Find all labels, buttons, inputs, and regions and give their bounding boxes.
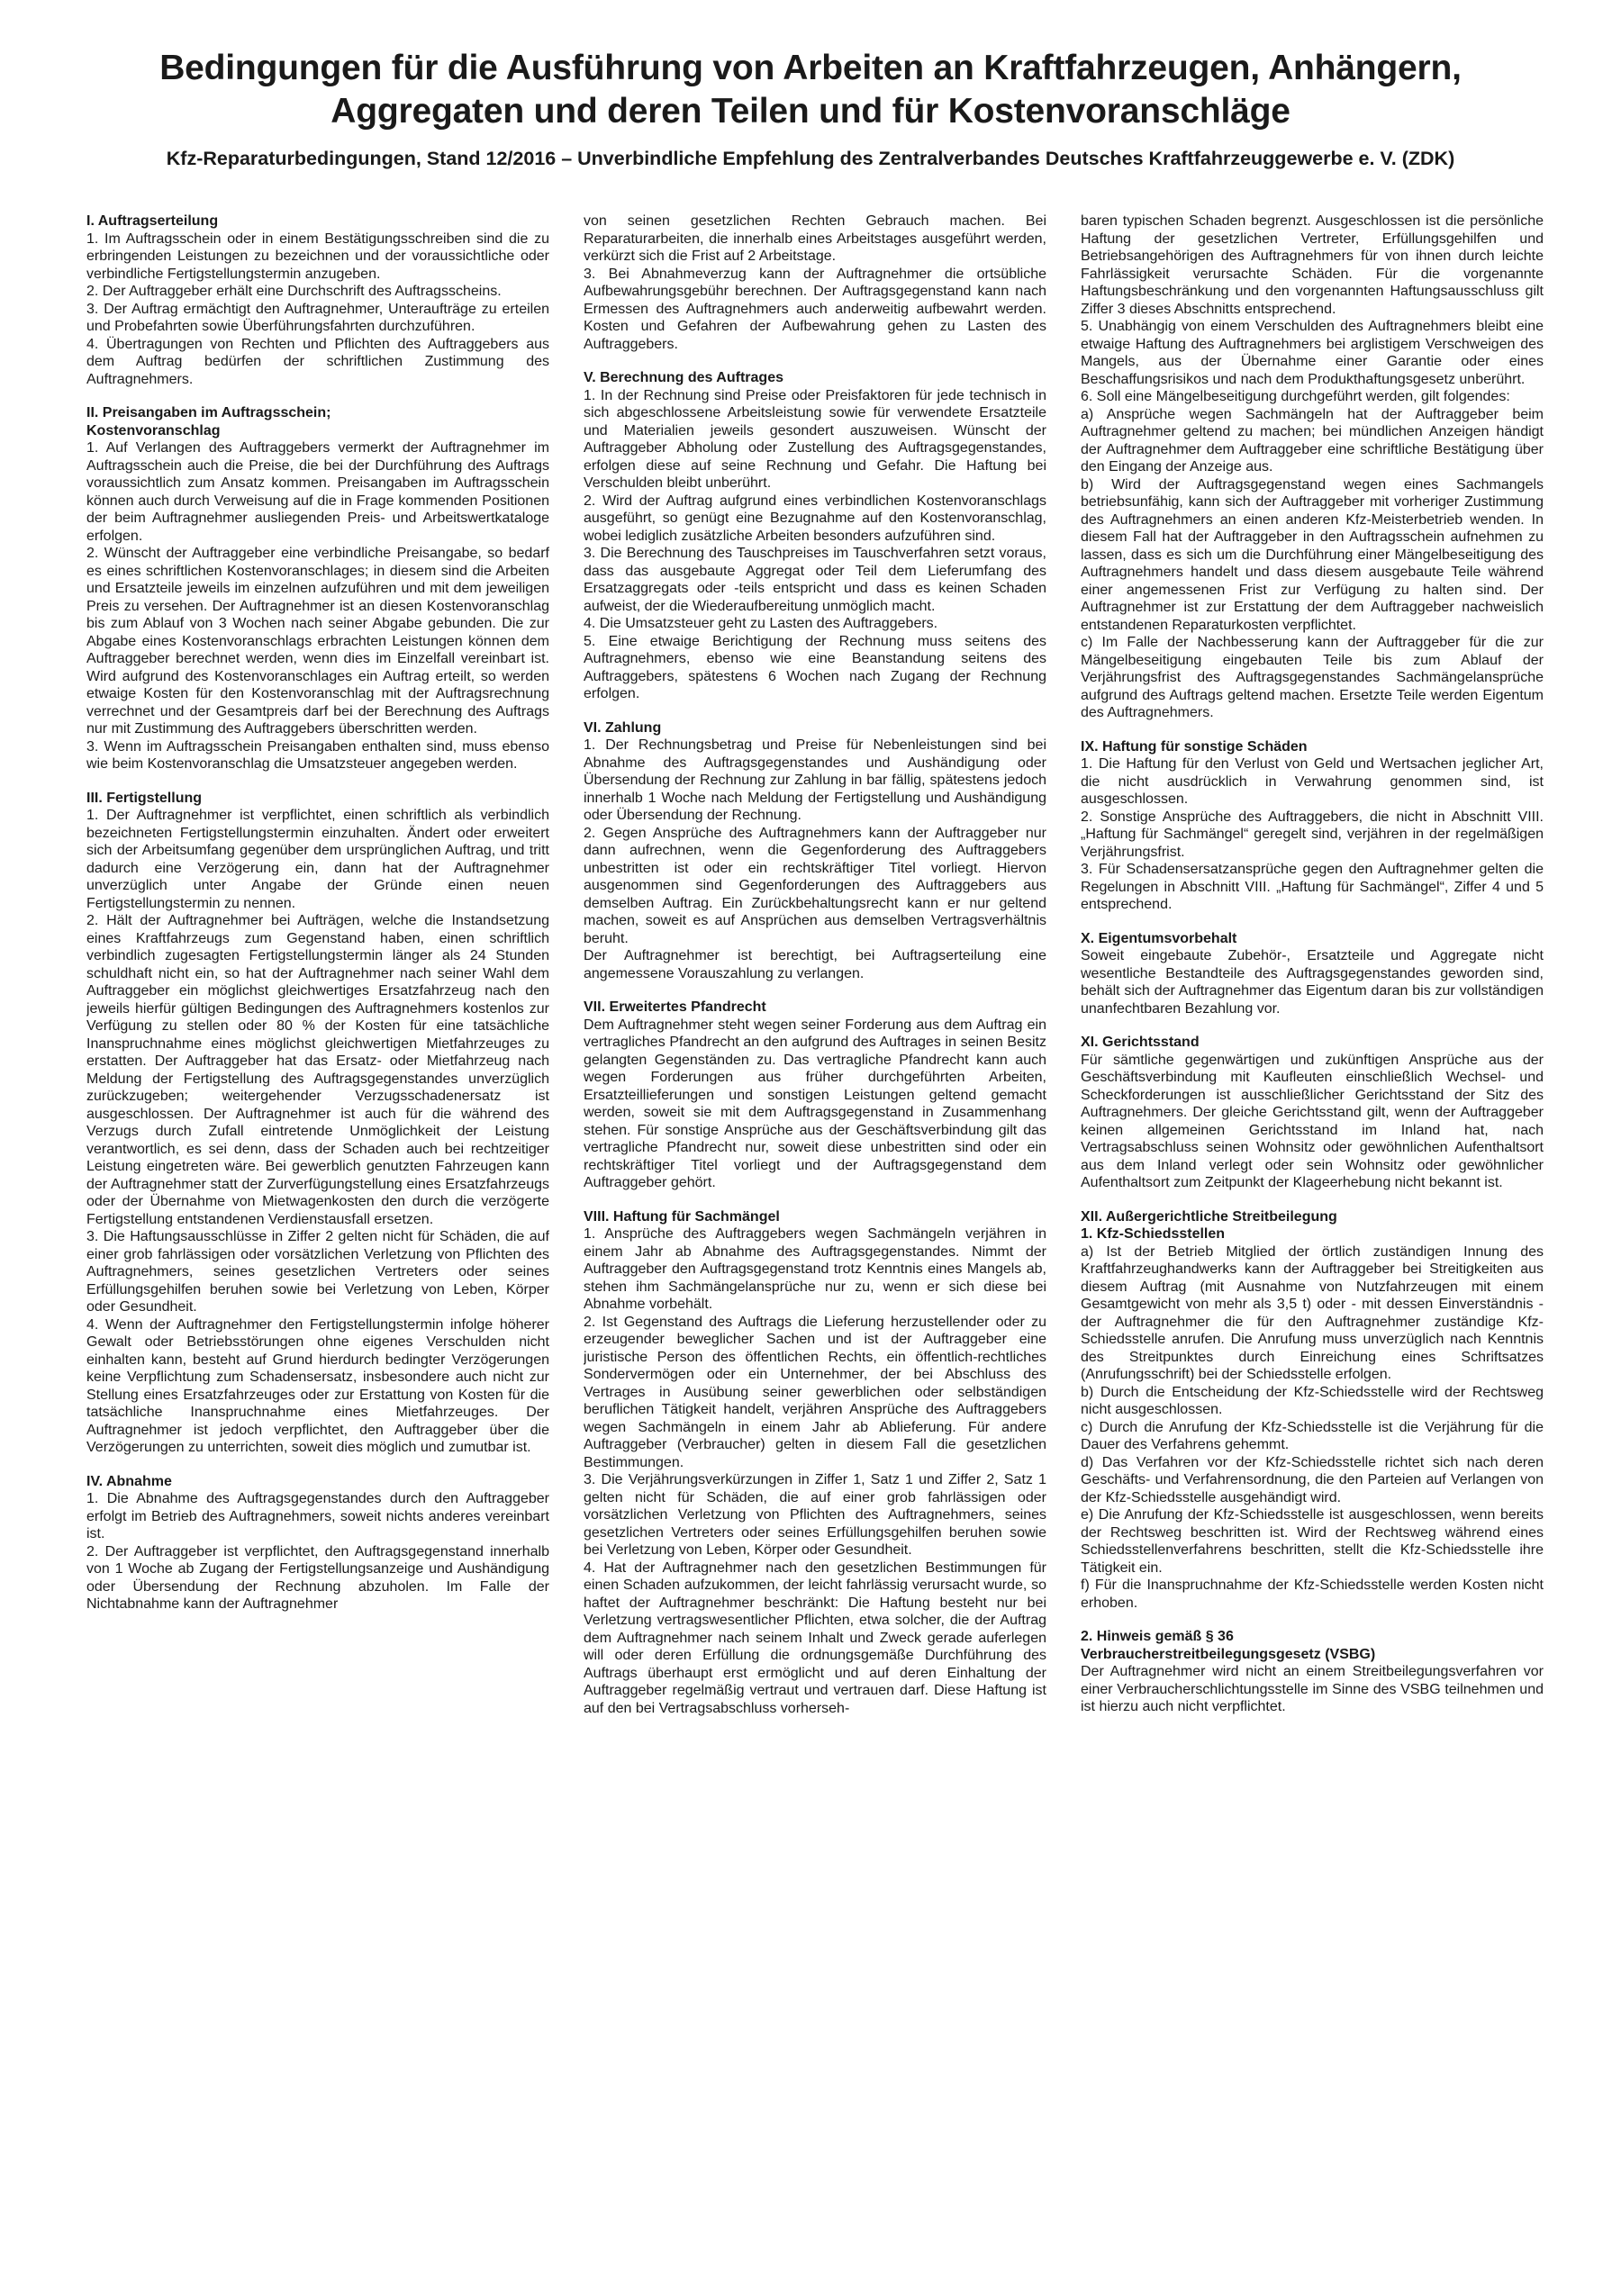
paragraph: Der Auftragnehmer ist berechtigt, bei Auftragserteilung eine angemessene Vorauszahlung zu verlangen. [584, 948, 1046, 981]
paragraph: 4. Übertragungen von Rechten und Pflichten des Auftraggebers aus dem Auftrag bedürfen der schriftlichen Zustimmung des Auftragnehmers. [86, 336, 549, 387]
paragraph: 1. Im Auftragsschein oder in einem Bestätigungsschreiben sind die zu erbringenden Leistungen zu bezeichnen und der voraussichtliche oder verbindliche Fertigstellungstermin anzugeben. [86, 231, 549, 282]
section-subheading: Verbraucherstreitbeilegungsgesetz (VSBG) [1081, 1646, 1376, 1662]
section-heading: VII. Erweitertes Pfandrecht [584, 999, 766, 1015]
paragraph: 4. Hat der Auftragnehmer nach den gesetzlichen Bestimmungen für einen Schaden aufzukommen, der leicht fahrlässig verursacht wurde, so haftet der Auftragnehmer beschränkt: Die Haftung besteht nur bei Verletzung vertragswesentlicher Pflichten, etwa solcher, die der Auftrag dem Auftragnehmer nach seinem Inhalt und Zweck gerade auferlegen will oder deren Erfüllung die ordnungsgemäße Durchführung des Auftrags überhaupt erst ermöglicht und auf deren Einhaltung der Auftraggeber regelmäßig vertraut und vertrauen darf. Diese Haftung ist auf den bei Vertragsabschluss vorherseh- [584, 1559, 1046, 1716]
paragraph: b) Wird der Auftragsgegenstand wegen eines Sachmangels betriebsunfähig, kann sich der Auftraggeber mit vorheriger Zustimmung des Auftragnehmers an einen anderen Kfz-Meisterbetrieb wenden. In diesem Fall hat der Auftraggeber in den Auftragsschein aufnehmen zu lassen, dass es sich um die Durchführung einer Mängelbeseitigung des Auftragnehmers handelt und dass diesem ausgebaute Teile während einer angemessenen Frist zur Verfügung zu halten sind. Der Auftragnehmer ist zur Erstattung der dem Auftraggeber nachweislich entstandenen Reparaturkosten verpflichtet. [1081, 476, 1544, 633]
paragraph: 1. Die Haftung für den Verlust von Geld und Wertsachen jeglicher Art, die nicht ausdrücklich in Verwahrung genommen sind, ist ausgeschlossen. [1081, 756, 1544, 807]
paragraph: Für sämtliche gegenwärtigen und zukünftigen Ansprüche aus der Geschäftsverbindung mit Kaufleuten einschließlich Wechsel- und Scheckforderungen ist ausschließlicher Gerichtsstand der Sitz des Auftragnehmers. Der gleiche Gerichtsstand gilt, wenn der Auftraggeber keinen allgemeinen Gerichtsstand im Inland hat, nach Vertragsabschluss seinen Wohnsitz oder gewöhnlichen Aufenthaltsort aus dem Inland verlegt oder sein Wohnsitz oder gewöhnlicher Aufenthaltsort zum Zeitpunkt der Klageerhebung nicht bekannt ist. [1081, 1052, 1544, 1190]
section [584, 719, 1046, 983]
section [1081, 1208, 1544, 1613]
section-subheading: Kostenvoranschlag [86, 422, 221, 438]
paragraph: 2. Der Auftraggeber ist verpflichtet, den Auftragsgegenstand innerhalb von 1 Woche ab Zugang der Fertigstellungsanzeige und Aushändigung oder Übersendung der Rechnung abzuholen. Im Falle der Nichtabnahme kann der Auftragnehmer [86, 1543, 549, 1612]
section [584, 1208, 1046, 1718]
paragraph: 1. Ansprüche des Auftraggebers wegen Sachmängeln verjähren in einem Jahr ab Abnahme des Auftragsgegenstandes. Nimmt der Auftraggeber den Auftragsgegenstand trotz Kenntnis eines Mangels ab, stehen ihm Sachmängelansprüche nur zu, wenn er sich diese bei Abnahme vorbehält. [584, 1226, 1046, 1312]
section [584, 212, 1046, 353]
paragraph: 3. Der Auftrag ermächtigt den Auftragnehmer, Unteraufträge zu erteilen und Probefahrten sowie Überführungsfahrten durchzuführen. [86, 301, 549, 334]
paragraph: 1. Der Rechnungsbetrag und Preise für Nebenleistungen sind bei Abnahme des Auftragsgegenstandes und Aushändigung oder Übersendung der Rechnung zur Zahlung in bar fällig, spätestens jedoch innerhalb 1 Woche nach Meldung der Fertigstellung und Aushändigung oder Übersendung der Rechnung. [584, 737, 1046, 823]
section-heading: XII. Außergerichtliche Streitbeilegung [1081, 1208, 1337, 1225]
section [1081, 1628, 1544, 1716]
paragraph: a) Ansprüche wegen Sachmängeln hat der Auftraggeber beim Auftragnehmer geltend zu machen; bei mündlichen Anzeigen händigt der Auftragnehmer dem Auftraggeber eine schriftliche Bestätigung über den Eingang der Anzeige aus. [1081, 406, 1544, 475]
paragraph: 3. Wenn im Auftragsschein Preisangaben enthalten sind, muss ebenso wie beim Kostenvoranschlag die Umsatzsteuer angegeben werden. [86, 738, 549, 772]
section [1081, 212, 1544, 722]
section-heading: 2. Hinweis gemäß § 36 [1081, 1629, 1234, 1644]
section [1081, 738, 1544, 914]
paragraph: 2. Hält der Auftragnehmer bei Aufträgen, welche die Instandsetzung eines Kraftfahrzeugs zum Gegenstand haben, einen schriftlich verbindlich zugesagten Fertigstellungstermin länger als 24 Stunden schuldhaft nicht ein, so hat der Auftragnehmer nach seiner Wahl dem Auftraggeber ein möglichst gleichwertiges Ersatzfahrzeug nach den jeweils hierfür gültigen Bedingungen des Auftragnehmers kostenlos zur Verfügung zu stellen oder 80 % der Kosten für eine tatsächliche Inanspruchnahme eines möglichst gleichwertigen Mietfahrzeuges zu erstatten. Der Auftraggeber hat das Ersatz- oder Mietfahrzeug nach Meldung der Fertigstellung des Auftragsgegenstandes unverzüglich zurückzugeben; weitergehender Verzugsschadenersatz ist ausgeschlossen. Der Auftragnehmer ist auch für die während des Verzugs durch Zufall eintretende Unmöglichkeit der Leistung verantwortlich, es sei denn, dass der Schaden auch bei rechtzeitiger Leistung eingetreten wäre. Bei gewerblich genutzten Fahrzeugen kann der Auftragnehmer statt der Zurverfügungstellung eines Ersatzfahrzeugs oder der Übernahme von Mietwagenkosten den durch die verzögerte Fertigstellung entstandenen Verdienstausfall ersetzen. [86, 913, 549, 1227]
paragraph: 3. Die Berechnung des Tauschpreises im Tauschverfahren setzt voraus, dass das ausgebaute Aggregat oder Teil dem Lieferumfang des Ersatzaggregats oder -teils entspricht und dass es keinen Schaden aufweist, der die Wiederaufbereitung unmöglich macht. [584, 546, 1046, 614]
text-column-3 [1081, 212, 1544, 2274]
document-subtitle: Kfz-Reparaturbedingungen, Stand 12/2016 – Unverbindliche Empfehlung des Zentralverbandes Deutsches Kraftfahrzeuggewerbe e. V. (ZDK) [166, 148, 1455, 169]
paragraph: 2. Ist Gegenstand des Auftrags die Lieferung herzustellender oder zu erzeugender beweglicher Sachen und ist der Auftraggeber eine juristische Person des öffentlichen Rechts, ein öffentlich-rechtliches Sondervermögen oder ein Unternehmer, der bei Abschluss des Vertrages in Ausübung seiner gewerblichen oder selbständigen beruflichen Tätigkeit handelt, verjähren Ansprüche des Auftraggebers wegen Sachmängeln in einem Jahr ab Ablieferung. Für andere Auftraggeber (Verbraucher) gelten in diesem Fall die gesetzlichen Bestimmungen. [584, 1314, 1046, 1470]
paragraph: 2. Gegen Ansprüche des Auftragnehmers kann der Auftraggeber nur dann aufrechnen, wenn die Gegenforderung des Auftraggebers unbestritten ist oder ein rechtskräftiger Titel vorliegt. Hiervon ausgenommen sind Gegenforderungen des Auftraggebers aus demselben Auftrag. Ein Zurückbehaltungsrecht kann er nur geltend machen, soweit es auf Ansprüchen aus demselben Vertragsverhältnis beruht. [584, 825, 1046, 946]
paragraph: 6. Soll eine Mängelbeseitigung durchgeführt werden, gilt folgendes: [1081, 389, 1510, 404]
paragraph: 5. Eine etwaige Berichtigung der Rechnung muss seitens des Auftragnehmers, ebenso wie eine Beanstandung seitens des Auftraggebers, spätestens 6 Wochen nach Zugang der Rechnung erfolgen. [584, 633, 1046, 701]
paragraph: e) Die Anrufung der Kfz-Schiedsstelle ist ausgeschlossen, wenn bereits der Rechtsweg beschritten ist. Wird der Rechtsweg während eines Schiedsstellenverfahrens beschritten, stellt die Kfz-Schiedsstelle ihre Tätigkeit ein. [1081, 1507, 1544, 1576]
paragraph: a) Ist der Betrieb Mitglied der örtlich zuständigen Innung des Kraftfahrzeughandwerks kann der Auftraggeber bei Streitigkeiten aus diesem Auftrag (mit Ausnahme von Nutzfahrzeugen mit einem Gesamtgewicht von mehr als 3,5 t) oder - mit dessen Einverständnis - der Auftragnehmer die für den Auftragnehmer zuständige Kfz-Schiedsstelle anrufen. Die Anrufung muss unverzüglich nach Kenntnis des Streitpunktes durch Einreichung eines Schriftsatzes (Anrufungsschrift) bei der Schiedsstelle erfolgen. [1081, 1243, 1544, 1382]
paragraph: 2. Der Auftraggeber erhält eine Durchschrift des Auftragsscheins. [86, 284, 502, 299]
section-heading: IV. Abnahme [86, 1473, 172, 1489]
section-subheading: 1. Kfz-Schiedsstellen [1081, 1226, 1226, 1242]
section-heading: X. Eigentumsvorbehalt [1081, 930, 1237, 946]
paragraph: Soweit eingebaute Zubehör-, Ersatzteile und Aggregate nicht wesentliche Bestandteile des Auftragsgegenstandes geworden sind, behält sich der Auftragnehmer das Eigentum daran bis zur vollständigen unanfechtbaren Bezahlung vor. [1081, 948, 1544, 1017]
section-heading: I. Auftragserteilung [86, 213, 219, 229]
paragraph: c) Durch die Anrufung der Kfz-Schiedsstelle ist die Verjährung für die Dauer des Verfahrens gehemmt. [1081, 1419, 1544, 1452]
section [86, 404, 549, 773]
paragraph: 1. In der Rechnung sind Preise oder Preisfaktoren für jede technisch in sich abgeschlossene Arbeitsleistung sowie für verwendete Ersatzteile und Materialien jeweils gesondert auszuweisen. Wünscht der Auftraggeber Abholung oder Zustellung des Auftragsgegenstandes, erfolgen diese auf seine Rechnung und Gefahr. Die Haftung bei Verschulden bleibt unberührt. [584, 387, 1046, 491]
section [1081, 1034, 1544, 1192]
section-heading: VI. Zahlung [584, 719, 662, 736]
paragraph: f) Für die Inanspruchnahme der Kfz-Schiedsstelle werden Kosten nicht erhoben. [1081, 1577, 1544, 1611]
text-column-2 [584, 212, 1046, 2274]
title-line-2: Aggregaten und deren Teilen und für Kostenvoranschläge [331, 92, 1290, 131]
paragraph: 4. Die Umsatzsteuer geht zu Lasten des Auftraggebers. [584, 616, 938, 631]
paragraph: 1. Der Auftragnehmer ist verpflichtet, einen schriftlich als verbindlich bezeichneten Fertigstellungstermin einzuhalten. Ändert oder erweitert sich der Arbeitsumfang gegenüber dem ursprünglichen Auftrag, und tritt dadurch eine Verzögerung ein, dann hat der Auftragnehmer unverzüglich unter Angabe der Gründe einen neuen Fertigstellungstermin zu nennen. [86, 808, 549, 911]
paragraph: Der Auftragnehmer wird nicht an einem Streitbeilegungsverfahren vor einer Verbraucherschlichtungsstelle im Sinne des VSBG teilnehmen und ist hierzu auch nicht verpflichtet. [1081, 1664, 1544, 1714]
paragraph: von seinen gesetzlichen Rechten Gebrauch machen. Bei Reparaturarbeiten, die innerhalb eines Arbeitstages ausgeführt werden, verkürzt sich die Frist auf 2 Arbeitstage. [584, 213, 1046, 264]
section [86, 212, 549, 388]
section-heading: IX. Haftung für sonstige Schäden [1081, 738, 1308, 755]
text-columns [86, 212, 1544, 2274]
section [86, 790, 549, 1457]
paragraph: 3. Die Haftungsausschlüsse in Ziffer 2 gelten nicht für Schäden, die auf einer grob fahrlässigen oder vorsätzlichen Verletzung von Pflichten des Auftragnehmers, seines gesetzlichen Vertreters oder seines Erfüllungsgehilfen beruhen sowie bei Verletzung von Leben, Körper oder Gesundheit. [86, 1229, 549, 1315]
paragraph: baren typischen Schaden begrenzt. Ausgeschlossen ist die persönliche Haftung der gesetzlichen Vertreter, Erfüllungsgehilfen und Betriebsangehörigen des Auftragnehmers für von ihnen durch leichte Fahrlässigkeit verursachte Schäden. Für die vorgenannte Haftungsbeschränkung und den vorgenannten Haftungsausschluss gilt Ziffer 3 dieses Abschnitts entsprechend. [1081, 213, 1544, 317]
paragraph: 3. Für Schadensersatzansprüche gegen den Auftragnehmer gelten die Regelungen in Abschnitt VIII. „Haftung für Sachmängel“, Ziffer 4 und 5 entsprechend. [1081, 862, 1544, 912]
paragraph: 3. Die Verjährungsverkürzungen in Ziffer 1, Satz 1 und Ziffer 2, Satz 1 gelten nicht für Schäden, die auf einer grob fahrlässigen oder vorsätzlichen Verletzung von Pflichten des Auftragnehmers, seines gesetzlichen Vertreters oder seines Erfüllungsgehilfen beruhen sowie bei Verletzung von Leben, Körper oder Gesundheit. [584, 1472, 1046, 1558]
paragraph: 5. Unabhängig von einem Verschulden des Auftragnehmers bleibt eine etwaige Haftung des Auftragnehmers bei arglistigem Verschweigen des Mangels, aus der Übernahme einer Garantie oder eines Beschaffungsrisikos und nach dem Produkthaftungsgesetz unberührt. [1081, 319, 1544, 387]
section [1081, 930, 1544, 1018]
title-line-1: Bedingungen für die Ausführung von Arbeiten an Kraftfahrzeugen, Anhängern, [159, 49, 1462, 87]
section [584, 999, 1046, 1192]
paragraph: 1. Auf Verlangen des Auftraggebers vermerkt der Auftragnehmer im Auftragsschein auch die Preise, die bei der Durchführung des Auftrags voraussichtlich zum Ansatz kommen. Preisangaben im Auftragsschein können auch durch Verweisung auf die in Frage kommenden Positionen der beim Auftragnehmer ausliegenden Preis- und Arbeitswertkataloge erfolgen. [86, 440, 549, 544]
paragraph: 2. Wünscht der Auftraggeber eine verbindliche Preisangabe, so bedarf es eines schriftlichen Kostenvoranschlages; in diesem sind die Arbeiten und Ersatzteile jeweils im einzelnen aufzuführen und mit dem jeweiligen Preis zu versehen. Der Auftragnehmer ist an diesen Kostenvoranschlag bis zum Ablauf von 3 Wochen nach seiner Abgabe gebunden. Die zur Abgabe eines Kostenvoranschlags erbrachten Leistungen können dem Auftraggeber berechnet werden, wenn dies im Einzelfall vereinbart ist. Wird aufgrund des Kostenvoranschlages ein Auftrag erteilt, so werden etwaige Kosten für den Kostenvoranschlag mit der Auftragsrechnung verrechnet und der Gesamtpreis darf bei der Berechnung des Auftrags nur mit Zustimmung des Auftraggebers überschritten werden. [86, 546, 549, 737]
paragraph: d) Das Verfahren vor der Kfz-Schiedsstelle richtet sich nach deren Geschäfts- und Verfahrensordnung, die den Parteien auf Verlangen von der Kfz-Schiedsstelle ausgehändigt wird. [1081, 1454, 1544, 1505]
document-title [86, 47, 1535, 133]
section [584, 369, 1046, 703]
paragraph: c) Im Falle der Nachbesserung kann der Auftraggeber für die zur Mängelbeseitigung eingebauten Teile bis zum Ablauf der Verjährungsfrist des Auftragsgegenstandes Sachmängelansprüche aufgrund des Auftrags geltend machen. Ersetzte Teile werden Eigentum des Auftragnehmers. [1081, 635, 1544, 720]
paragraph: 4. Wenn der Auftragnehmer den Fertigstellungstermin infolge höherer Gewalt oder Betriebsstörungen ohne eigenes Verschulden nicht einhalten kann, besteht auf Grund hierdurch bedingter Verzögerungen keine Verpflichtung zum Schadensersatz, insbesondere auch nicht zur Stellung eines Ersatzfahrzeuges oder zur Erstattung von Kosten für die tatsächliche Inanspruchnahme eines Mietfahrzeuges. Der Auftragnehmer ist jedoch verpflichtet, den Auftraggeber über die Verzögerungen zu unterrichten, soweit dies möglich und zumutbar ist. [86, 1316, 549, 1455]
paragraph: 2. Sonstige Ansprüche des Auftraggebers, die nicht in Abschnitt VIII. „Haftung für Sachmängel“ geregelt sind, verjähren in der regelmäßigen Verjährungsfrist. [1081, 809, 1544, 860]
paragraph: b) Durch die Entscheidung der Kfz-Schiedsstelle wird der Rechtsweg nicht ausgeschlossen. [1081, 1384, 1544, 1417]
section [86, 1473, 549, 1614]
paragraph: 2. Wird der Auftrag aufgrund eines verbindlichen Kostenvoranschlags ausgeführt, so genügt eine Bezugnahme auf den Kostenvoranschlag, wobei lediglich zusätzliche Arbeiten besonders aufzuführen sind. [584, 493, 1046, 544]
section-heading: XI. Gerichtsstand [1081, 1035, 1200, 1050]
section-heading: V. Berechnung des Auftrages [584, 370, 783, 385]
text-column-1 [86, 212, 549, 2274]
section-heading: VIII. Haftung für Sachmängel [584, 1208, 780, 1225]
section-heading: III. Fertigstellung [86, 790, 203, 806]
paragraph: 3. Bei Abnahmeverzug kann der Auftragnehmer die ortsübliche Aufbewahrungsgebühr berechnen. Der Auftragsgegenstand kann nach Ermessen des Auftragnehmers auch anderweitig aufbewahrt werden. Kosten und Gefahren der Aufbewahrung gehen zu Lasten des Auftraggebers. [584, 266, 1046, 352]
paragraph: Dem Auftragnehmer steht wegen seiner Forderung aus dem Auftrag ein vertragliches Pfandrecht an den aufgrund des Auftrages in seinen Besitz gelangten Gegenständen zu. Das vertragliche Pfandrecht kann auch wegen Forderungen aus früher durchgeführten Arbeiten, Ersatzteillieferungen und sonstigen Leistungen geltend gemacht werden, soweit sie mit dem Auftragsgegenstand in Zusammenhang stehen. Für sonstige Ansprüche aus der Geschäftsverbindung gilt das vertragliche Pfandrecht nur, soweit diese unbestritten sind oder ein rechtskräftiger Titel vorliegt und der Auftragsgegenstand dem Auftraggeber gehört. [584, 1017, 1046, 1190]
section-heading: II. Preisangaben im Auftragsschein; [86, 405, 331, 420]
paragraph: 1. Die Abnahme des Auftragsgegenstandes durch den Auftraggeber erfolgt im Betrieb des Auftragnehmers, soweit nichts anderes vereinbart ist. [86, 1491, 549, 1541]
